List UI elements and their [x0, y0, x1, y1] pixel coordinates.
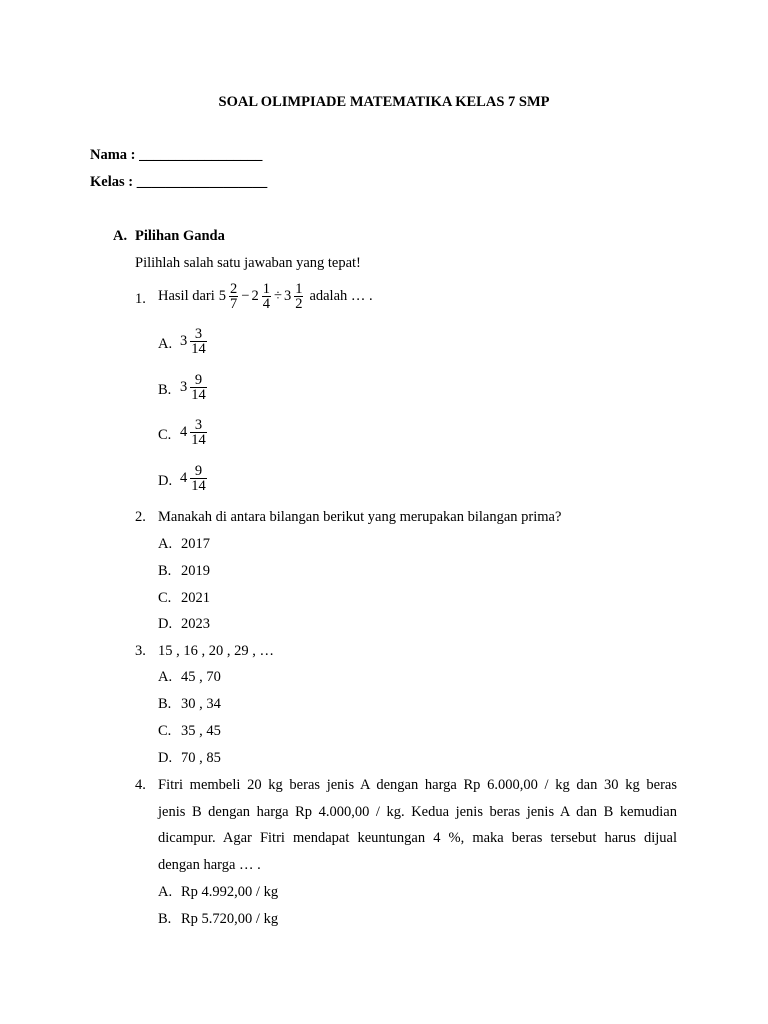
mixed-fraction: 3 $\frac{1}{2}$ — [283, 281, 303, 312]
question-suffix: adalah … . — [309, 288, 373, 304]
nama-field: Nama : _________________ — [90, 147, 263, 163]
option-value[interactable]: 2017 — [181, 536, 210, 552]
option-value[interactable]: Rp 5.720,00 / kg — [181, 911, 279, 927]
option-label: C. — [158, 723, 172, 739]
minus-operator: − — [241, 288, 250, 304]
section-instruction: Pilihlah salah satu jawaban yang tepat! — [135, 255, 361, 271]
mixed-fraction: 2 $\frac{1}{4}$ — [251, 281, 270, 312]
option-label: A. — [158, 536, 173, 552]
option-label: B. — [158, 382, 172, 398]
mixed-fraction: 5 $\frac{2}{7}$ — [218, 281, 238, 312]
question-line: dengan harga … . — [158, 856, 261, 873]
option-label: C. — [158, 427, 172, 443]
kelas-field: Kelas : __________________ — [90, 174, 268, 190]
option-value[interactable]: 2023 — [181, 616, 210, 632]
question-line: dicampur. Agar Fitri mendapat keuntungan 4 %, maka beras tersebut harus dijual — [158, 830, 677, 846]
option-value[interactable]: 3 $\frac{9}{14}$ — [180, 372, 206, 403]
question-4-text — [158, 772, 677, 878]
option-value[interactable]: 4 $\frac{3}{14}$ — [180, 417, 206, 448]
section-letter: A. — [113, 228, 128, 244]
option-label: B. — [158, 696, 172, 712]
option-value[interactable]: 4 $\frac{9}{14}$ — [180, 463, 206, 494]
option-label: A. — [158, 669, 173, 685]
option-label: D. — [158, 750, 173, 766]
option-label: C. — [158, 590, 172, 606]
question-number: 2. — [135, 509, 146, 525]
question-line: jenis B dengan harga Rp 4.000,00 / kg. Kedua jenis beras jenis A dan B kemudian — [158, 803, 677, 820]
option-value[interactable]: 2021 — [181, 590, 210, 606]
option-value[interactable]: 70 , 85 — [181, 750, 221, 766]
question-3-text: 15 , 16 , 20 , 29 , … — [158, 643, 274, 659]
option-label: D. — [158, 616, 173, 632]
question-1-text — [158, 282, 373, 311]
question-2-text: Manakah di antara bilangan berikut yang merupakan bilangan prima? — [158, 509, 562, 525]
option-label: A. — [158, 336, 173, 352]
option-value[interactable]: 30 , 34 — [181, 696, 221, 712]
option-value[interactable]: 3 $\frac{3}{14}$ — [180, 326, 206, 357]
option-label: A. — [158, 884, 173, 900]
option-label: B. — [158, 563, 172, 579]
option-label: B. — [158, 911, 172, 927]
option-value[interactable]: Rp 4.992,00 / kg — [181, 884, 279, 900]
question-number: 1. — [135, 291, 146, 307]
question-line: Fitri membeli 20 kg beras jenis A dengan harga Rp 6.000,00 / kg dan 30 kg beras — [158, 777, 677, 793]
divide-operator: ÷ — [273, 288, 282, 304]
question-number: 4. — [135, 777, 146, 793]
page-title: SOAL OLIMPIADE MATEMATIKA KELAS 7 SMP — [218, 94, 550, 110]
option-value[interactable]: 35 , 45 — [181, 723, 221, 739]
option-label: D. — [158, 473, 173, 489]
question-prefix: Hasil dari — [158, 288, 215, 304]
section-heading: Pilihan Ganda — [135, 228, 225, 244]
question-number: 3. — [135, 643, 146, 659]
option-value[interactable]: 2019 — [181, 563, 210, 579]
option-value[interactable]: 45 , 70 — [181, 669, 221, 685]
